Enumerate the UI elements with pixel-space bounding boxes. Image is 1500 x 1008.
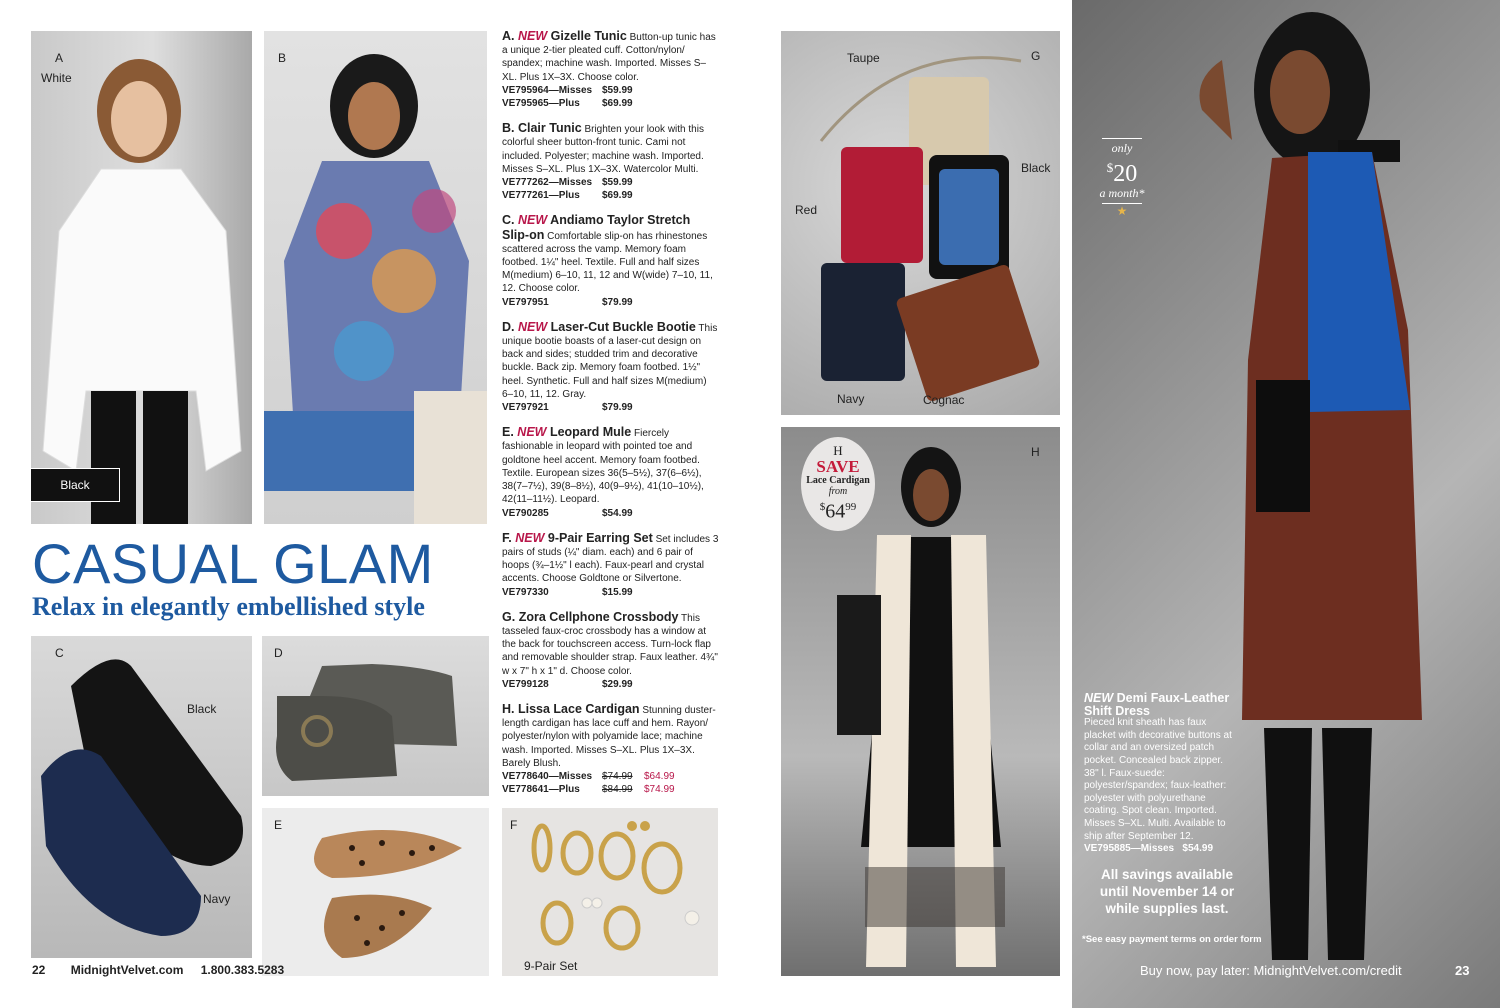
item-name: Clair Tunic [517, 121, 582, 136]
terms-note: *See easy payment terms on order form [1082, 934, 1262, 945]
item-heading: E. NEW Leopard Mule [502, 425, 632, 440]
photo-b-letter: B [278, 51, 287, 65]
sku-row [502, 296, 720, 309]
item-description: Button-up tunic has a unique 2-tier pleated cuff. Cotton/nylon/ spandex; machine wash. Imported. Misses S–XL. Plus 1X–3X. Choose color. [502, 32, 716, 83]
new-flag: NEW [517, 213, 548, 228]
sku-code: VE778640—Misses [502, 770, 593, 782]
item-heading: D. NEW Laser-Cut Buckle Bootie [502, 319, 696, 334]
sku-code: VE799128 [502, 678, 549, 690]
sku-price: $54.99 [602, 507, 633, 519]
product-item [502, 532, 720, 599]
badge-rule-top [1102, 138, 1142, 139]
item-description: Stunning duster-length cardigan has lace cuff and hem. Rayon/ polyester/nylon with polyamide lace; machine wash. Imported. Misses S–XL. Plus 1X–3X. Barely Blush. [502, 704, 716, 769]
phone-number: 1.800.383.5283 [200, 963, 285, 977]
photo-g-color-navy: Navy [837, 392, 865, 406]
item-heading: F. NEW 9-Pair Earring Set [502, 530, 653, 545]
photo-e-letter: E [274, 818, 283, 832]
sku-price: $29.99 [602, 678, 633, 690]
save-badge-letter: H [833, 443, 843, 458]
sku-was-price: $74.99 [602, 770, 633, 782]
photo-g-color-red: Red [795, 203, 818, 217]
product-item [502, 426, 720, 519]
sku-row [502, 507, 720, 520]
item-name: Leopard Mule [549, 425, 632, 440]
monthly-payment-badge [1096, 136, 1148, 216]
photo-f-caption: 9-Pair Set [524, 959, 578, 973]
badge-only: only [1111, 141, 1133, 155]
photo-g-color-taupe: Taupe [847, 51, 880, 65]
badge-amount: $20 [1106, 160, 1138, 187]
page-number-right: 23 [1455, 963, 1470, 978]
earrings-illustration [502, 808, 718, 976]
sku-price: $69.99 [602, 190, 633, 202]
sku-row [502, 586, 720, 599]
sku-price: $59.99 [602, 84, 633, 96]
photo-g-color-cognac: Cognac [923, 393, 965, 407]
bootie-illustration [262, 636, 489, 796]
sku-code: VE790285 [502, 507, 549, 519]
photo-g-color-black: Black [1021, 161, 1051, 175]
save-badge-name: Lace Cardigan [806, 475, 870, 486]
product-item [502, 611, 720, 691]
sku-row [502, 770, 720, 783]
photo-e-leopard-mule [262, 808, 489, 976]
product-copy-column [502, 30, 720, 808]
page-headline: CASUAL GLAM [32, 532, 434, 595]
sku-price: $79.99 [602, 296, 633, 308]
save-badge-price: $^{\$}64^{99}$ [819, 500, 857, 523]
dress-new: NEW [1084, 691, 1114, 705]
save-badge-save: SAVE [816, 457, 860, 476]
credit-link[interactable]: Buy now, pay later: MidnightVelvet.com/credit [1140, 963, 1402, 978]
item-name: Zora Cellphone Crossbody [518, 609, 679, 624]
photo-c-letter: C [55, 646, 64, 660]
save-badge-from: from [828, 486, 848, 497]
sku-price: $69.99 [602, 98, 633, 110]
sku-was-price: $84.99 [602, 784, 633, 796]
new-flag: NEW [517, 319, 548, 334]
dress-copy [1084, 692, 1234, 856]
photo-d-letter: D [274, 646, 283, 660]
product-item [502, 214, 720, 308]
save-badge [801, 437, 875, 531]
sku-sale-price: $64.99 [644, 770, 675, 782]
item-name: 9-Pair Earring Set [547, 530, 653, 545]
bags-illustration [781, 31, 1060, 415]
sku-code: VE797330 [502, 586, 549, 598]
new-flag: NEW [515, 530, 545, 545]
product-item [502, 122, 720, 202]
product-item [502, 703, 720, 796]
photo-a-letter: A [55, 51, 64, 65]
photo-c-color-navy: Navy [203, 892, 231, 906]
new-flag: NEW [517, 425, 547, 440]
sku-row [502, 84, 720, 97]
sku-price: $59.99 [602, 177, 633, 189]
sku-code: VE777261—Plus [502, 190, 580, 202]
shoes-illustration [31, 636, 252, 958]
dress-name: Demi Faux-Leather Shift Dress [1084, 691, 1230, 718]
page-number-left: 22 [32, 963, 46, 977]
sku-price: $79.99 [602, 402, 633, 414]
item-description: This unique bootie boasts of a laser-cut design on back and sides; studded trim and decorative buckle. Back zip. Memory foam footbed. 1½" heel. Synthetic. Full and half sizes M(medium) 6–10, 11, 12. Gray. [502, 322, 718, 400]
sku-row [502, 678, 720, 691]
photo-c-slip-on-shoes [31, 636, 252, 958]
item-heading: A. NEW Gizelle Tunic [502, 29, 627, 43]
dress-description: Pieced knit sheath has faux placket with decorative buttons at collar and an oversized patch pocket. Concealed back zipper. 38" l. Faux-suede: polyester/spandex; faux-leather: polyester with polyurethane coating. Spot clean. Imported. Misses S–XL. Multi. Available to ship after September 12. [1084, 717, 1232, 842]
item-name: Gizelle Tunic [550, 29, 627, 43]
sku-code: VE795965—Plus [502, 98, 580, 110]
site-link[interactable]: MidnightVelvet.com [70, 963, 184, 977]
photo-c-color-black: Black [187, 702, 217, 716]
photo-f-earring-set [502, 808, 718, 976]
dress-sku-row: VE795885—Misses $54.99 [1084, 843, 1214, 855]
photo-h-letter: H [1031, 445, 1040, 459]
item-description: Comfortable slip-on has rhinestones scattered across the vamp. Memory foam footbed. 1¼" heel. Textile. Full and half sizes M(medium) 6–10, 11, 12 and W(wide) 7–10, 11, 12. Choose color. [502, 230, 713, 295]
photo-f-letter: F [510, 818, 518, 832]
sku-sale-price: $74.99 [644, 784, 675, 796]
sku-row [502, 401, 720, 414]
photo-d-buckle-bootie [262, 636, 489, 796]
item-description: This tasseled faux-croc crossbody has a window at the back for touchscreen access. Turn-lock flap and removable shoulder strap. Faux leather. 4¾" w x 7" h x 1" d. Choose color. [502, 612, 718, 677]
star-icon: ★ [1116, 204, 1128, 218]
photo-a-color-white: White [41, 71, 72, 85]
sku-code: VE795964—Misses [502, 84, 593, 96]
page-subhead: Relax in elegantly embellished style [32, 592, 425, 621]
photo-b-watercolor-tunic [264, 31, 487, 524]
sku-row [502, 97, 720, 110]
sku-code: VE778641—Plus [502, 784, 580, 796]
sku-row [502, 783, 720, 796]
item-heading: G. Zora Cellphone Crossbody [502, 609, 679, 624]
item-description: Brighten your look with this colorful sheer button-front tunic. Cami not included. Polyester; machine wash. Imported. Misses S–XL. Plus 1X–3X. Watercolor Multi. [502, 124, 704, 175]
new-flag: NEW [517, 29, 548, 43]
mule-illustration [262, 808, 489, 976]
item-heading: H. Lissa Lace Cardigan [502, 701, 640, 716]
dress-heading [1084, 692, 1234, 717]
photo-g-crossbody-bags [781, 31, 1060, 415]
sku-code: VE777262—Misses [502, 177, 593, 189]
item-heading: B. Clair Tunic [502, 121, 582, 136]
item-description: Set includes 3 pairs of studs (¼" diam. each) and 6 pair of hoops (¾–1½" l each). Faux-pearl and crystal accents. Choose Goldtone or Silvertone. [502, 533, 719, 585]
product-item [502, 321, 720, 414]
footer-left [32, 963, 284, 977]
item-heading: C. NEW Andiamo Taylor Stretch Slip-on [502, 213, 691, 242]
sku-code: VE797951 [502, 296, 549, 308]
color-tag-black: Black [30, 468, 120, 502]
item-name: Laser-Cut Buckle Bootie [550, 319, 696, 334]
item-description: Fiercely fashionable in leopard with pointed toe and goldtone heel accent. Memory foam footbed. Textile. European sizes 36(5–5½), 37(6–6½), 38(7–7½), 39(8–8½), 40(9–9½), 41(10–10½), 42(11–11½). Leopard. [502, 428, 704, 506]
item-name: Andiamo Taylor Stretch Slip-on [502, 213, 691, 242]
photo-g-letter: G [1031, 49, 1041, 63]
sku-price: $15.99 [602, 586, 633, 598]
model-illustration [31, 31, 252, 524]
model-illustration [264, 31, 487, 524]
item-name: Lissa Lace Cardigan [517, 701, 640, 716]
badge-per-month: a month* [1099, 186, 1145, 200]
photo-a-white-tunic [31, 31, 252, 524]
product-item [502, 30, 720, 110]
sku-code: VE797921 [502, 402, 549, 414]
savings-note: All savings available until November 14 or while supplies last. [1099, 867, 1235, 916]
sku-row [502, 176, 720, 189]
sku-row [502, 189, 720, 202]
